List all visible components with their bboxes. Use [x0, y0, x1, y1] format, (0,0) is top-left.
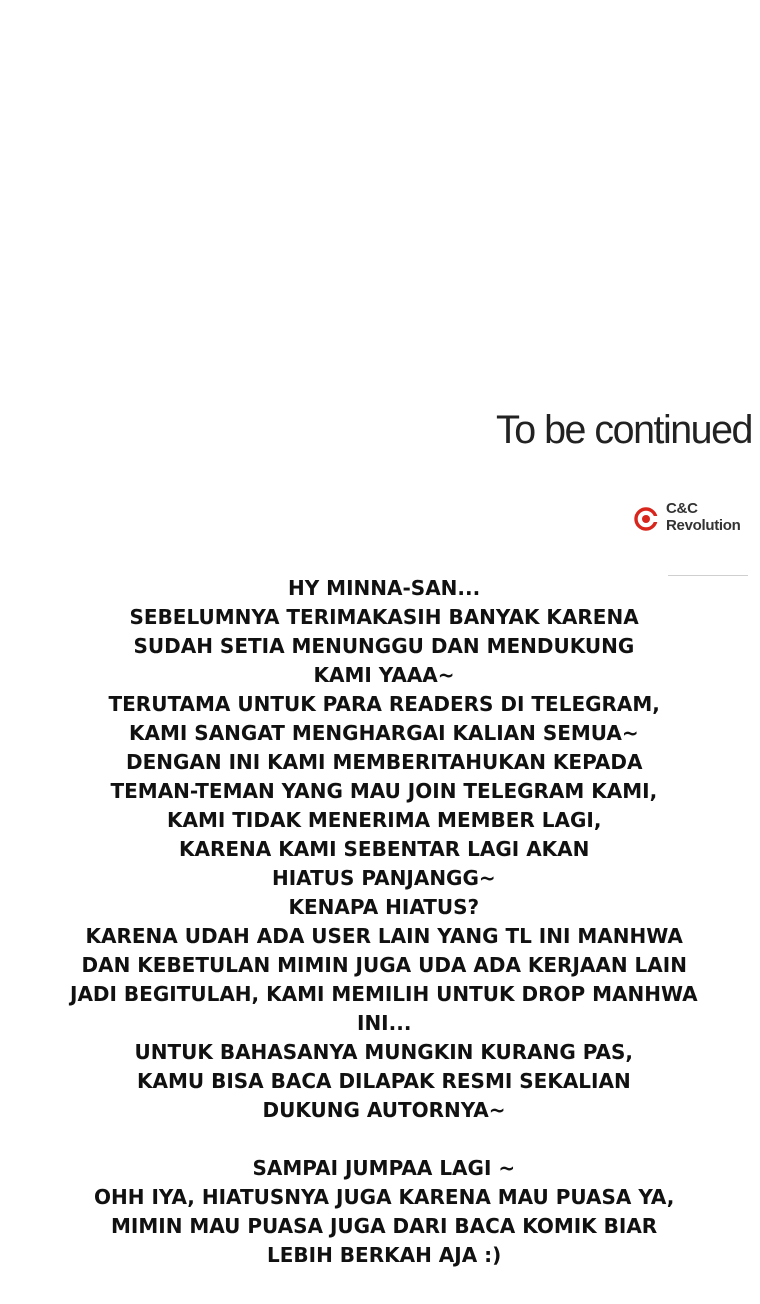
- message-line: OHH IYA, HIATUSNYA JUGA KARENA MAU PUASA YA,: [94, 1185, 675, 1209]
- message-line: KARENA KAMI SEBENTAR LAGI AKAN: [179, 837, 590, 861]
- message-line: HIATUS PANJANGG~: [272, 866, 496, 890]
- message-line: SEBELUMNYA TERIMAKASIH BANYAK KARENA: [129, 605, 639, 629]
- cc-revolution-logo-icon: [634, 507, 658, 531]
- message-line: KENAPA HIATUS?: [288, 895, 480, 919]
- message-line: DENGAN INI KAMI MEMBERITAHUKAN KEPADA: [126, 750, 643, 774]
- message-line: DUKUNG AUTORNYA~: [262, 1098, 506, 1122]
- message-line: LEBIH BERKAH AJA :): [267, 1243, 502, 1267]
- message-line: KAMU BISA BACA DILAPAK RESMI SEKALIAN: [137, 1069, 631, 1093]
- message-line: KAMI TIDAK MENERIMA MEMBER LAGI,: [167, 808, 602, 832]
- cc-revolution-logo: [634, 500, 754, 536]
- message-line: SAMPAI JUMPAA LAGI ~: [252, 1156, 516, 1180]
- divider-line: [668, 575, 748, 576]
- message-line: KARENA UDAH ADA USER LAIN YANG TL INI MANHWA: [85, 924, 683, 948]
- message-line: SUDAH SETIA MENUNGGU DAN MENDUKUNG: [133, 634, 635, 658]
- message-line: KAMI YAAA~: [313, 663, 455, 687]
- logo-line-1: C&C: [666, 500, 698, 517]
- message-line: HY MINNA-SAN...: [288, 576, 481, 600]
- message-line: JADI BEGITULAH, KAMI MEMILIH UNTUK DROP MANHWA: [70, 982, 698, 1006]
- message-line: TERUTAMA UNTUK PARA READERS DI TELEGRAM,: [108, 692, 660, 716]
- logo-line-2: Revolution: [666, 517, 741, 534]
- message-line: DAN KEBETULAN MIMIN JUGA UDA ADA KERJAAN LAIN: [81, 953, 687, 977]
- to-be-continued-text: To be continued: [496, 408, 752, 452]
- message-line: INI...: [357, 1011, 412, 1035]
- message-line: TEMAN-TEMAN YANG MAU JOIN TELEGRAM KAMI,: [110, 779, 658, 803]
- message-line: UNTUK BAHASANYA MUNGKIN KURANG PAS,: [134, 1040, 634, 1064]
- message-line: MIMIN MAU PUASA JUGA DARI BACA KOMIK BIAR: [111, 1214, 658, 1238]
- message-line: KAMI SANGAT MENGHARGAI KALIAN SEMUA~: [129, 721, 639, 745]
